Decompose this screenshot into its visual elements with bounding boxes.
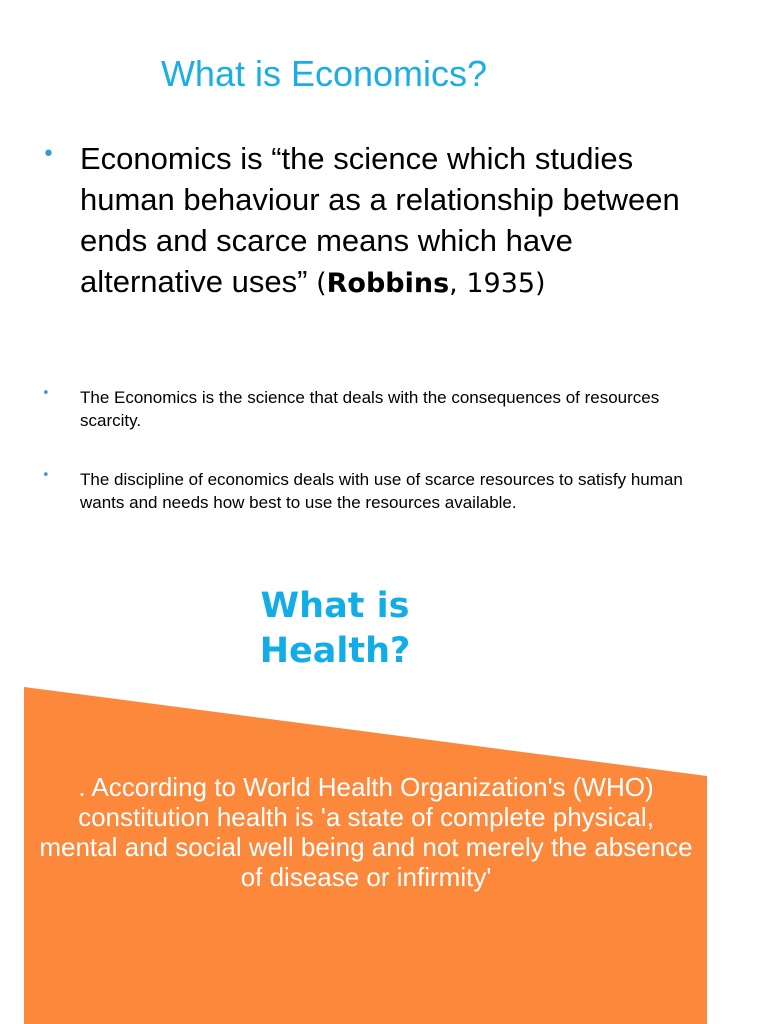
who-definition-text: . According to World Health Organization's (WHO) constitution health is 'a state of complete physical, mental and social well being and not merely the absence of disease or infirmity' xyxy=(39,772,693,892)
bullet-text-scarcity: The Economics is the science that deals with the consequences of resources scarcity. xyxy=(80,388,660,430)
definition-quote: Economics is “the science which studies human behaviour as a relationship between ends and scarce means which have alternative uses” xyxy=(80,141,680,299)
bullet-icon: • xyxy=(42,142,55,167)
bullet-icon: • xyxy=(42,468,50,483)
health-title-line1: What is xyxy=(260,586,410,626)
citation-open: ( xyxy=(316,268,327,299)
citation-year: , 1935) xyxy=(449,268,546,299)
economics-title: What is Economics? xyxy=(160,53,488,94)
bullet-text-discipline: The discipline of economics deals with use of scarce resources to satisfy human wants and needs how best to use the resources available. xyxy=(80,470,683,512)
health-title-line2: Health? xyxy=(259,631,411,671)
bullet-icon: • xyxy=(42,386,50,401)
citation-author: Robbins xyxy=(326,268,450,299)
